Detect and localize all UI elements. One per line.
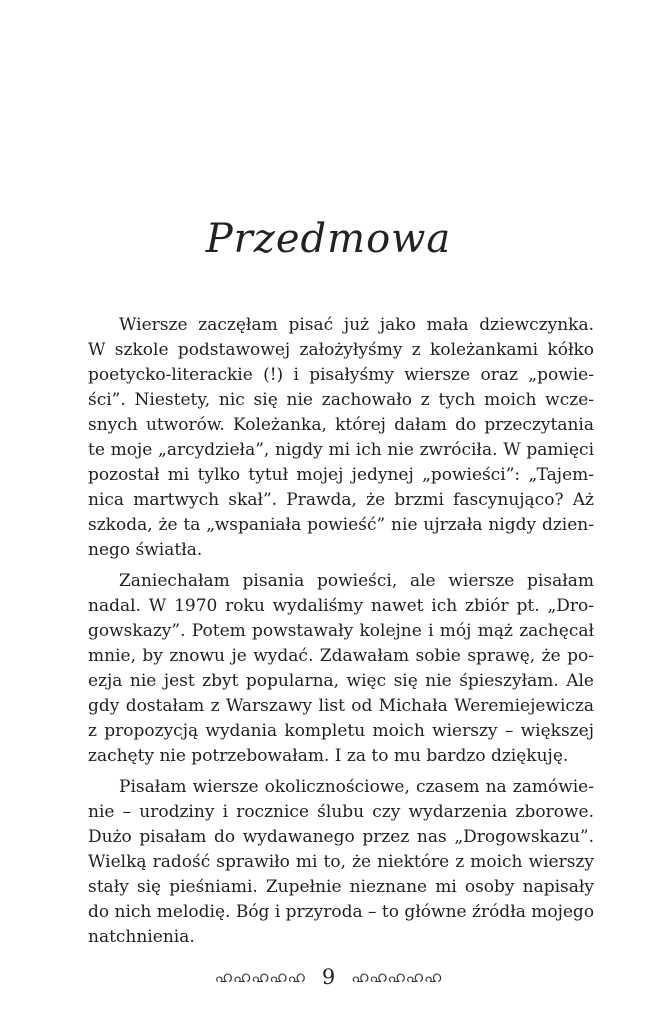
text-line: szkoda, że ta „wspaniała powieść” nie ujrzała nigdy dzien- — [88, 515, 594, 535]
text-line: Pisałam wiersze okolicznościowe, czasem na zamówie- — [119, 777, 594, 797]
text-line: gdy dostałam z Warszawy list od Michała Weremiejewicza — [88, 696, 594, 716]
ornament-right: ഹഹഹഹഹ — [351, 968, 443, 986]
text-line: W szkole podstawowej założyłyśmy z koleżankami kółko — [88, 340, 594, 360]
text-line: Dużo pisałam do wydawanego przez nas „Drogowskazu”. — [88, 827, 594, 847]
text-line: z propozycją wydania kompletu moich wierszy – większej — [88, 721, 594, 741]
paragraph-3 — [88, 775, 594, 950]
chapter-title: Przedmowa — [205, 216, 452, 262]
text-line: Zaniechałam pisania powieści, ale wiersze pisałam — [119, 571, 594, 591]
text-line: nica martwych skał”. Prawda, że brzmi fascynująco? Aż — [88, 490, 594, 510]
text-line: te moje „arcydzieła”, nigdy mi ich nie zwróciła. W pamięci — [88, 440, 594, 460]
page-footer — [0, 965, 657, 989]
paragraph-2 — [88, 569, 594, 769]
body-text — [88, 313, 594, 950]
page-number: 9 — [321, 965, 336, 989]
text-line: gowskazy”. Potem powstawały kolejne i mój mąż zachęcał — [88, 621, 594, 641]
text-line: nie – urodziny i rocznice ślubu czy wydarzenia zborowe. — [88, 802, 594, 822]
text-line: ezja nie jest zbyt popularna, więc się nie śpieszyłam. Ale — [88, 671, 594, 691]
text-line: snych utworów. Koleżanka, której dałam do przeczytania — [88, 415, 594, 435]
text-line: natchnienia. — [88, 927, 195, 947]
text-line: poetycko-literackie (!) i pisałyśmy wiersze oraz „powie- — [88, 365, 594, 385]
text-line: do nich melodię. Bóg i przyroda – to główne źródła mojego — [88, 902, 595, 922]
text-line: nego światła. — [88, 540, 203, 560]
ornament-left: ഹഹഹഹഹ — [214, 968, 306, 986]
text-line: Wielką radość sprawiło mi to, że niektóre z moich wierszy — [88, 852, 594, 872]
text-line: pozostał mi tylko tytuł mojej jedynej „powieści”: „Tajem- — [88, 465, 594, 485]
text-line: nadal. W 1970 roku wydaliśmy nawet ich zbiór pt. „Dro- — [88, 596, 594, 616]
text-line: ści”. Niestety, nic się nie zachowało z tych moich wcze- — [88, 390, 594, 410]
text-line: Wiersze zaczęłam pisać już jako mała dziewczynka. — [119, 315, 594, 335]
text-line: zachęty nie potrzebowałam. I za to mu bardzo dziękuję. — [88, 746, 569, 766]
paragraph-1 — [88, 313, 594, 563]
text-line: mnie, by znowu je wydać. Zdawałam sobie sprawę, że po- — [88, 646, 594, 666]
text-line: stały się pieśniami. Zupełnie nieznane mi osoby napisały — [88, 877, 594, 897]
